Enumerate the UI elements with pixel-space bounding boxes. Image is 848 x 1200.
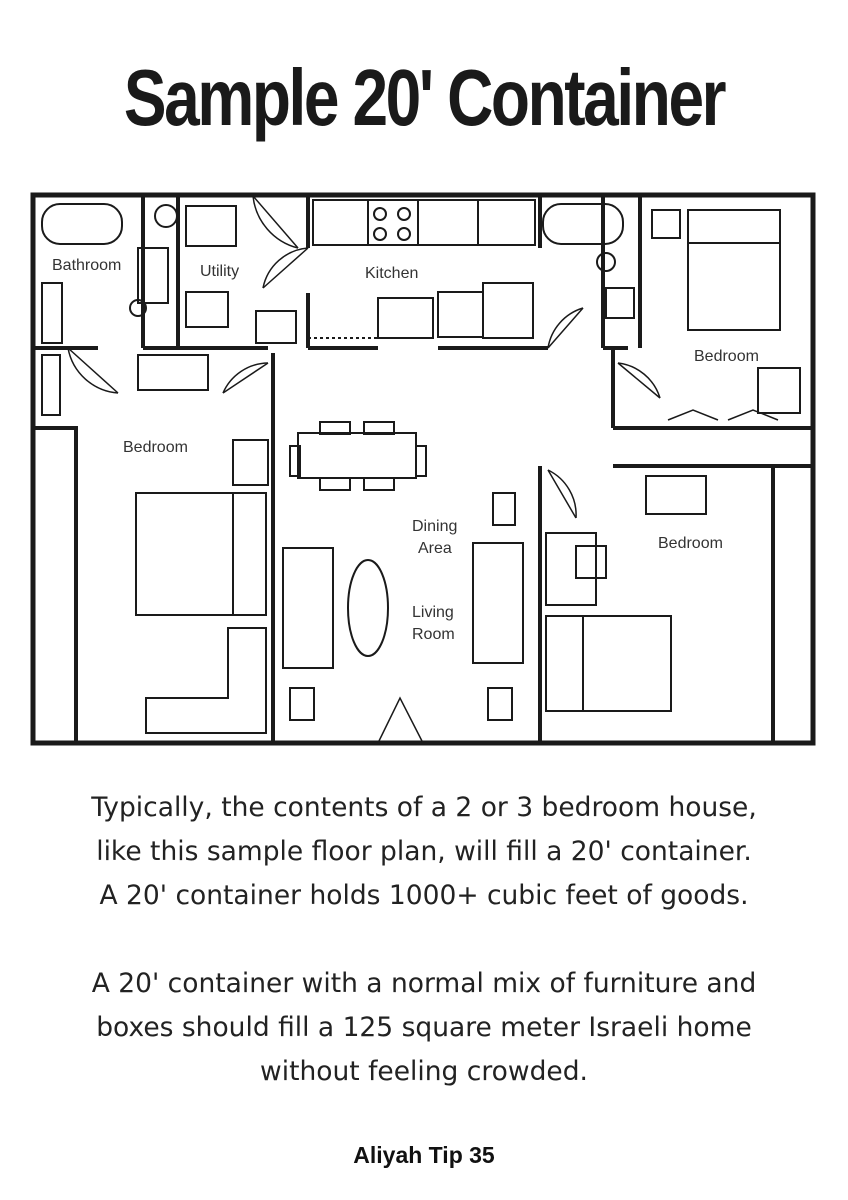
description-line: like this sample floor plan, will fill a 20' container.: [96, 836, 752, 867]
bed-right: [546, 476, 706, 711]
interior-walls: [33, 195, 813, 743]
page-title: Sample 20' Container: [123, 53, 725, 142]
room-label-living-room: Room: [412, 626, 455, 643]
floor-plan: [28, 188, 820, 748]
closet-doors: [76, 468, 773, 708]
bed-top-right: [652, 210, 800, 413]
room-label-bedroom-top-right: Bedroom: [694, 348, 759, 365]
exterior-walls: [33, 195, 813, 743]
kitchen-fixtures: [313, 200, 535, 338]
room-label-living: Living: [412, 604, 454, 621]
room-label-bedroom-right: Bedroom: [658, 535, 723, 552]
room-label-bathroom: Bathroom: [52, 257, 122, 274]
room-label-kitchen: Kitchen: [365, 265, 419, 282]
description-line: A 20' container with a normal mix of furniture and: [91, 968, 757, 999]
description-paragraph-1: [20, 786, 828, 918]
description-line: A 20' container holds 1000+ cubic feet of goods.: [99, 880, 749, 911]
room-label-bedroom-left: Bedroom: [123, 439, 188, 456]
room-label-dining: Dining: [412, 518, 458, 535]
living-furniture: [283, 493, 523, 720]
bathroom-fixtures: [42, 204, 634, 343]
description-line: without feeling crowded.: [260, 1056, 588, 1087]
description-line: boxes should fill a 125 square meter Israeli home: [96, 1012, 752, 1043]
room-label-dining-area: Area: [418, 540, 452, 557]
description-paragraph-2: [20, 962, 828, 1094]
room-label-utility: Utility: [200, 263, 240, 280]
description-line: Typically, the contents of a 2 or 3 bedroom house,: [91, 792, 757, 823]
footer-tip: Aliyah Tip 35: [353, 1142, 495, 1168]
dining-table: [290, 422, 426, 490]
